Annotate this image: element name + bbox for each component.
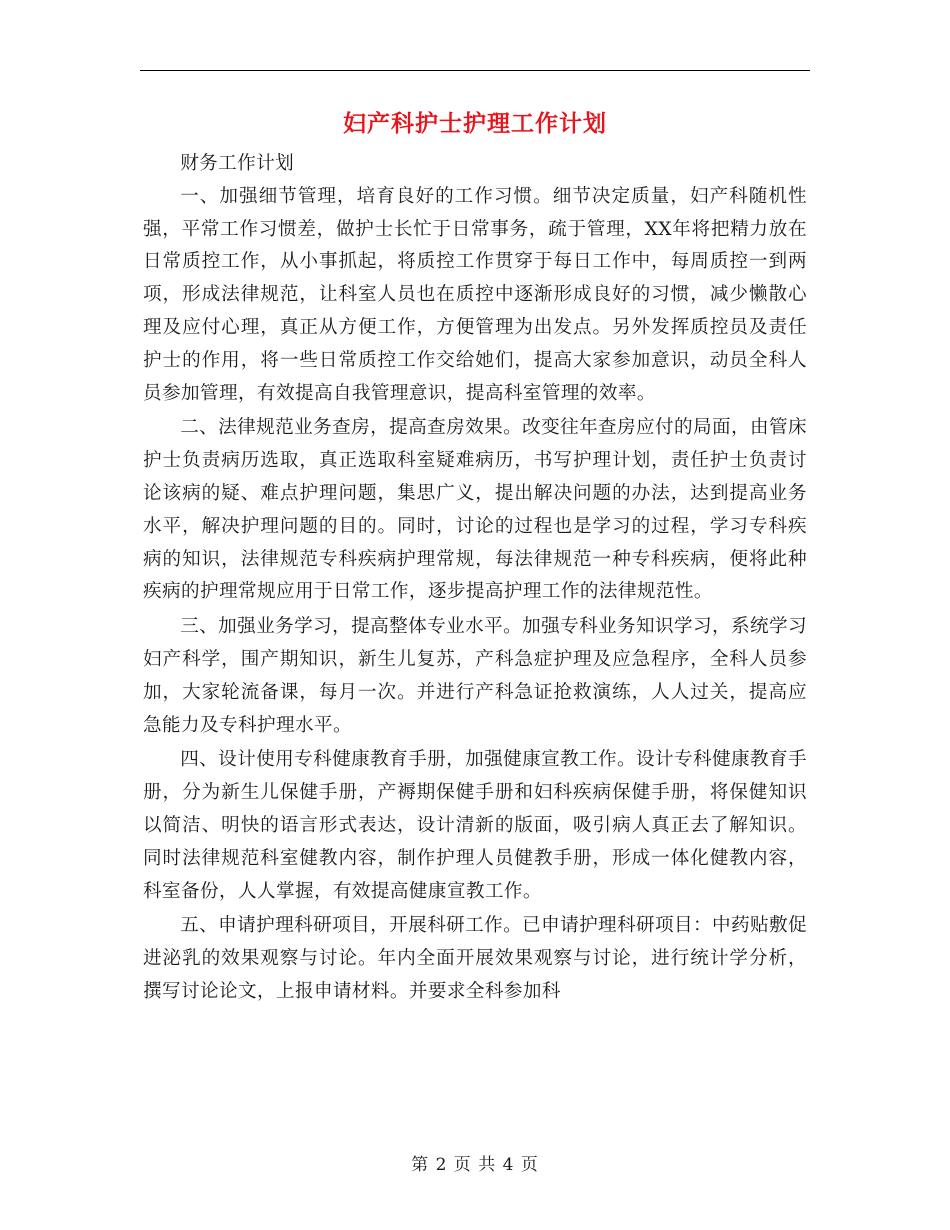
body-paragraph-5: 五、申请护理科研项目，开展科研工作。已申请护理科研项目：中药贴敷促进泌乳的效果观察与讨论。年内全面开展效果观察与讨论，进行统计学分析，撰写讨论论文，上报申请材料。并要求全科参加科 xyxy=(143,915,807,1002)
header-rule xyxy=(140,70,810,71)
body-paragraph-2: 二、法律规范业务查房，提高查房效果。改变往年查房应付的局面，由管床护士负责病历选取，真正选取科室疑难病历，书写护理计划，责任护士负责讨论该病的疑、难点护理问题，集思广义，提出解决问题的办法，达到提高业务水平，解决护理问题的目的。同时，讨论的过程也是学习的过程，学习专科疾病的知识，法律规范专科疾病护理常规，每法律规范一种专科疾病，便将此种疾病的护理常规应用于日常工作，逐步提高护理工作的法律规范性。 xyxy=(143,417,807,603)
document-title: 妇产科护士护理工作计划 xyxy=(343,110,607,137)
subtitle-paragraph: 财务工作计划 xyxy=(180,153,295,174)
body-paragraph-4: 四、设计使用专科健康教育手册，加强健康宣教工作。设计专科健康教育手册，分为新生儿保健手册，产褥期保健手册和妇科疾病保健手册，将保健知识以简洁、明快的语言形式表达，设计清新的版面，吸引病人真正去了解知识。同时法律规范科室健教内容，制作护理人员健教手册，形成一体化健教内容，科室备份，人人掌握，有效提高健康宣教工作。 xyxy=(143,749,807,902)
document-body xyxy=(143,148,807,1009)
body-paragraph-3: 三、加强业务学习，提高整体专业水平。加强专科业务知识学习，系统学习妇产科学，围产期知识，新生儿复苏，产科急症护理及应急程序，全科人员参加，大家轮流备课，每月一次。并进行产科急证抢救演练，人人过关，提高应急能力及专科护理水平。 xyxy=(143,616,807,736)
body-paragraph-1: 一、加强细节管理，培育良好的工作习惯。细节决定质量，妇产科随机性强，平常工作习惯差，做护士长忙于日常事务，疏于管理，XX年将把精力放在日常质控工作，从小事抓起，将质控工作贯穿于每日工作中，每周质控一到两项，形成法律规范，让科室人员也在质控中逐渐形成良好的习惯，减少懒散心理及应付心理，真正从方便工作，方便管理为出发点。另外发挥质控员及责任护士的作用，将一些日常质控工作交给她们，提高大家参加意识，动员全科人员参加管理，有效提高自我管理意识，提高科室管理的效率。 xyxy=(143,185,807,404)
page-number-footer: 第 2 页 共 4 页 xyxy=(411,1155,539,1175)
